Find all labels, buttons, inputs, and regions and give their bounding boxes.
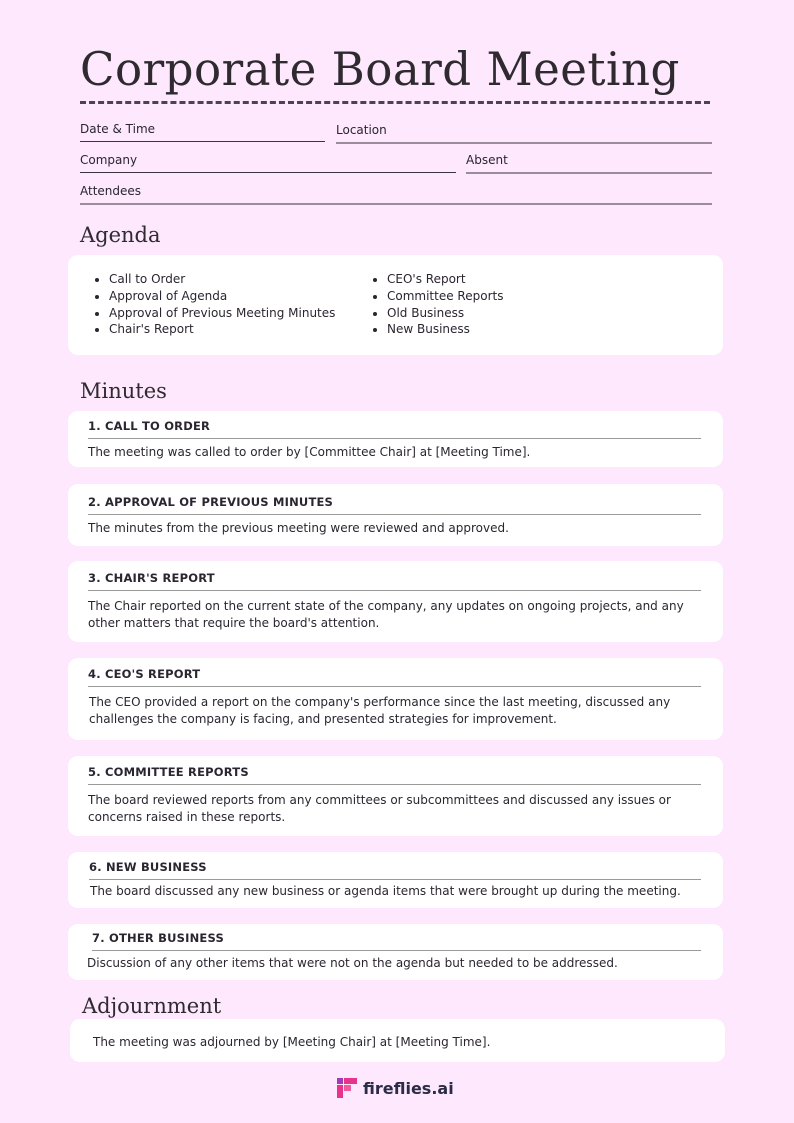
section-body: The CEO provided a report on the company's performance since the last meeting, discussed any challenges the company is facing, and presented strategies for improvement. bbox=[89, 695, 671, 726]
location-label: Location bbox=[336, 123, 387, 137]
attendees-field[interactable] bbox=[80, 184, 712, 205]
section-body: The Chair reported on the current state of the company, any updates on ongoing projects, and any other matters that require the board's attention. bbox=[88, 599, 684, 630]
date-time-field[interactable] bbox=[80, 122, 325, 142]
agenda-item: • CEO's Report bbox=[387, 271, 503, 288]
adjournment-body: The meeting was adjourned by [Meeting Chair] at [Meeting Time]. bbox=[93, 1035, 491, 1049]
section-title: 3. CHAIR'S REPORT bbox=[88, 571, 701, 591]
minutes-section bbox=[68, 411, 723, 467]
agenda-card bbox=[68, 255, 723, 355]
section-title: 5. COMMITTEE REPORTS bbox=[88, 765, 701, 785]
agenda-list-left bbox=[109, 271, 335, 338]
section-title: 4. CEO'S REPORT bbox=[88, 667, 701, 687]
section-body: The minutes from the previous meeting were reviewed and approved. bbox=[88, 521, 509, 535]
section-title: 2. APPROVAL OF PREVIOUS MINUTES bbox=[88, 495, 701, 515]
agenda-item: • Committee Reports bbox=[387, 288, 503, 305]
agenda-heading: Agenda bbox=[80, 223, 161, 247]
page-title: Corporate Board Meeting bbox=[80, 42, 680, 96]
section-title: 7. OTHER BUSINESS bbox=[92, 931, 701, 951]
minutes-section bbox=[68, 484, 723, 546]
adjournment-heading: Adjournment bbox=[82, 994, 222, 1018]
minutes-section bbox=[68, 756, 723, 836]
agenda-list-right bbox=[387, 271, 503, 338]
section-body: The board discussed any new business or agenda items that were brought up during the meeting. bbox=[90, 884, 681, 898]
minutes-heading: Minutes bbox=[80, 379, 167, 403]
absent-field[interactable] bbox=[466, 153, 712, 174]
company-field[interactable] bbox=[80, 153, 456, 173]
agenda-item: • Approval of Previous Meeting Minutes bbox=[109, 305, 335, 322]
minutes-section bbox=[68, 561, 723, 642]
attendees-label: Attendees bbox=[80, 184, 142, 198]
agenda-item: • Call to Order bbox=[109, 271, 335, 288]
minutes-section bbox=[68, 658, 723, 740]
section-body: Discussion of any other items that were not on the agenda but needed to be addressed. bbox=[87, 956, 618, 970]
agenda-item: • New Business bbox=[387, 321, 503, 338]
section-title: 1. CALL TO ORDER bbox=[88, 419, 701, 439]
agenda-item: • Old Business bbox=[387, 305, 503, 322]
location-field[interactable] bbox=[336, 123, 712, 144]
minutes-section bbox=[68, 924, 723, 980]
adjournment-card bbox=[70, 1019, 725, 1062]
section-body: The board reviewed reports from any committees or subcommittees and discussed any issues or concerns raised in these reports. bbox=[88, 793, 671, 824]
brand-name: fireflies.ai bbox=[363, 1078, 454, 1098]
fireflies-logo-icon bbox=[337, 1078, 357, 1098]
brand-logo bbox=[337, 1078, 454, 1098]
section-body: The meeting was called to order by [Committee Chair] at [Meeting Time]. bbox=[88, 445, 531, 459]
absent-label: Absent bbox=[466, 153, 508, 167]
title-divider bbox=[80, 101, 710, 104]
date-time-label: Date & Time bbox=[80, 122, 156, 136]
minutes-section bbox=[68, 852, 723, 908]
company-label: Company bbox=[80, 153, 138, 167]
agenda-item: • Chair's Report bbox=[109, 321, 335, 338]
section-title: 6. NEW BUSINESS bbox=[89, 860, 701, 880]
agenda-item: • Approval of Agenda bbox=[109, 288, 335, 305]
